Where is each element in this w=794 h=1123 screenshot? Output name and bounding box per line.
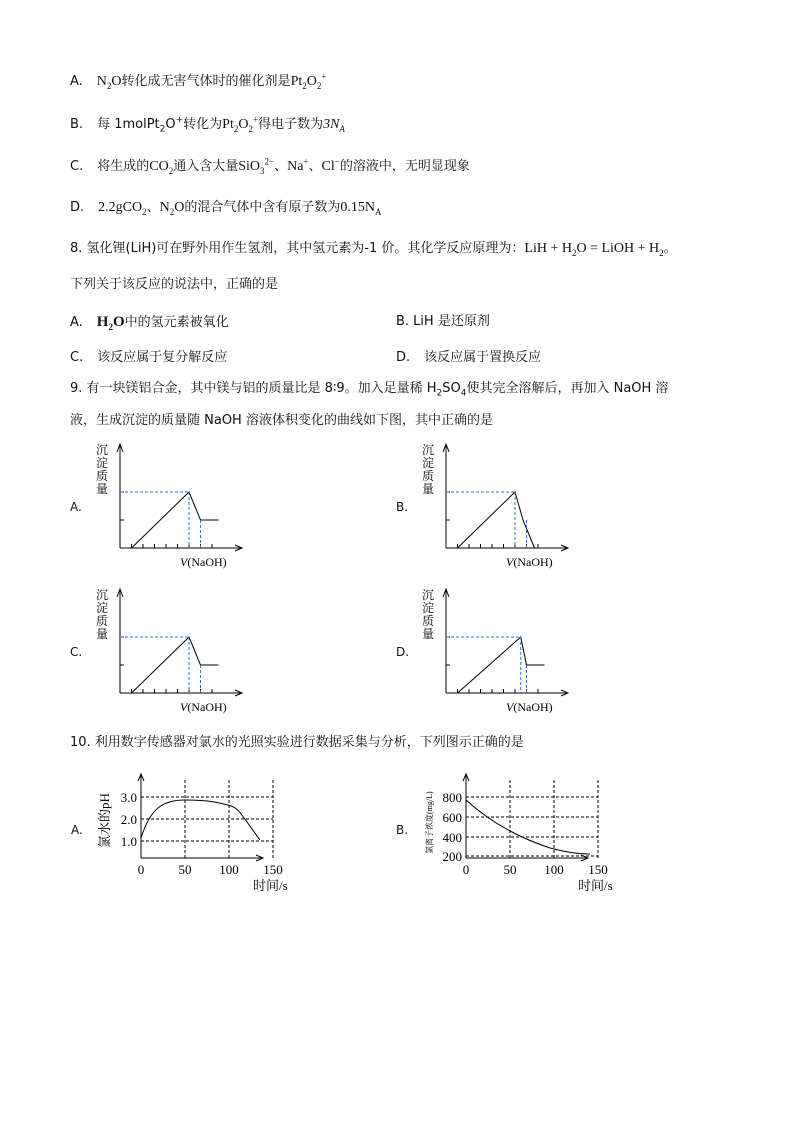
option-text-2: 通入含大量 [173,159,239,174]
y-axis-label: 沉 [96,443,109,457]
electron-number: $3N_A$ [323,117,345,134]
q8-option-d[interactable] [396,349,541,367]
x-axis-label: V(NaOH) [180,700,227,714]
y-tick-label: 1.0 [120,834,137,849]
q9-chart [418,440,598,570]
option-text: 该反应属于复分解反应 [97,350,228,365]
data-curve [141,800,260,840]
precipitate-curve [132,637,219,693]
y-axis-label: 沉 [422,588,435,602]
separator: 、 [146,200,160,215]
separator-2: 、 [308,159,322,174]
q9-option-label[interactable]: D. [396,645,410,659]
precipitate-curve [458,637,545,693]
x-axis-label: V(NaOH) [180,555,227,569]
y-tick-label: 600 [442,810,462,825]
option-text: 的混合气体中含有原子数为 [184,200,341,215]
option-label: C. [70,350,84,365]
q8-stem [70,240,677,258]
n2o-formula: $N_2O$ [159,200,185,217]
y-axis-label: 淀 [96,601,109,615]
x-tick-label: 0 [462,862,470,877]
y-axis-label: 质 [96,469,109,483]
q10-option-a-label[interactable]: A. [71,823,83,837]
y-axis-label: 淀 [422,456,435,470]
y-axis-label: 量 [422,627,435,641]
y-axis-label: 淀 [96,456,109,470]
y-axis-label: 量 [422,482,435,496]
so4-sub: 4 [460,388,467,399]
q9-option-label[interactable]: A. [70,500,82,514]
x-axis-label: 时间/s [253,878,288,893]
q10-stem: 10. 利用数字传感器对氯水的光照实验进行数据采集与分析，下列图示正确的是 [70,735,524,750]
cl-ion: Cl− [321,156,340,174]
co2-mass: 2.2gCO$_2$ [98,200,147,217]
option-text-3: 得电子数为 [258,117,324,132]
q7-option-c[interactable] [70,158,470,176]
y-axis-label: 沉 [422,443,435,457]
y-tick-label: 400 [442,830,462,845]
na-ion: Na+ [287,156,309,174]
y-axis-label: 沉 [96,588,109,602]
option-label: A. [70,74,83,89]
q7-option-b[interactable] [70,116,345,134]
q8-stem-text: 8. 氢化锂(LiH)可在野外用作生氢剂，其中氢元素为-1 价。其化学反应原理为： [70,241,525,256]
y-tick-label: 3.0 [120,790,137,805]
option-label: D. [70,200,85,215]
x-axis-label: V(NaOH) [506,700,553,714]
option-text: 中的氢元素被氧化 [124,315,229,330]
q9-option-label[interactable]: B. [396,500,409,514]
h2so4-sub: 2 [436,388,443,399]
q8-option-b[interactable] [396,313,490,331]
q10-chart-b [420,770,630,900]
n2o-formula: $N_2O$ [96,74,122,91]
q9-stem-line2: 液，生成沉淀的质量随 NaOH 溶液体积变化的曲线如下图，其中正确的是 [70,413,493,428]
pt-formula: $Pt_2O_2^+$ [222,114,259,134]
precipitate-curve [132,492,219,548]
option-text: LiH 是还原剂 [413,314,490,329]
x-tick-label: 50 [178,862,192,877]
y-axis-label: 氯水的pH [97,793,112,848]
x-axis-label: V(NaOH) [506,555,553,569]
co2-formula: $CO_2$ [149,159,174,176]
atom-number: $0.15N_A$ [340,200,382,217]
x-tick-label: 100 [219,862,239,877]
precipitate-curve [458,492,535,548]
y-tick-label: 800 [442,790,462,805]
x-axis-label: 时间/s [578,878,613,893]
x-tick-label: 50 [503,862,517,877]
q7-option-d[interactable] [70,199,382,217]
q9-chart [92,440,272,570]
x-tick-label: 100 [544,862,564,877]
option-label: B. [70,117,84,132]
y-axis-label: 量 [96,482,109,496]
q9-stem-text: 9. 有一块镁铝合金，其中镁与铝的质量比是 8∶9。加入足量稀 H [70,381,437,396]
y-axis-label: 淀 [422,601,435,615]
data-curve [466,800,590,854]
h2o-formula: $H_2O$ [96,314,125,332]
option-text: 该反应属于置换反应 [424,350,542,365]
option-text: 将生成的 [97,159,150,174]
option-label: B. [396,314,410,329]
x-tick-label: 150 [263,862,283,877]
q9-option-label[interactable]: C. [70,645,83,659]
q9-stem-text-2: 使其完全溶解后，再加入 NaOH 溶 [466,381,669,396]
q8-stem-line2: 下列关于该反应的说法中，正确的是 [70,277,279,292]
reaction-equation: LiH + $H_2O$ = LiOH + $H_2$ [524,241,664,258]
so4: SO [442,381,461,396]
option-text-3: 的溶液中，无明显现象 [339,159,470,174]
y-axis-label: 质 [422,469,435,483]
q10-option-b-label[interactable]: B. [396,823,409,837]
y-tick-label: 2.0 [120,812,137,827]
option-label: D. [396,350,411,365]
option-label: A. [70,315,83,330]
q8-option-c[interactable] [70,349,227,367]
y-axis-label: 量 [96,627,109,641]
q7-option-a[interactable] [70,73,326,91]
period: 。 [663,241,677,256]
y-axis-label: 质 [96,614,109,628]
q9-chart [418,585,598,715]
x-tick-label: 0 [137,862,145,877]
option-text: 转化成无害气体时的催化剂是 [121,74,291,89]
y-axis-label: 氯离子浓度(mg/L) [425,791,434,854]
catalyst-formula: $Pt_2O_2^+$ [290,71,327,91]
sio3-formula: SiO$_3^{2-}$ [238,156,275,176]
q10-chart-a [95,770,295,900]
q9-stem [70,380,668,398]
option-text: 每 1molPt$_2$O+ [97,115,184,135]
y-axis-label: 质 [422,614,435,628]
q8-option-a[interactable] [70,313,229,332]
x-tick-label: 150 [588,862,608,877]
option-label: C. [70,159,84,174]
y-tick-label: 200 [442,849,462,864]
option-text-2: 转化为 [183,117,223,132]
q9-chart [92,585,272,715]
separator: 、 [274,159,288,174]
